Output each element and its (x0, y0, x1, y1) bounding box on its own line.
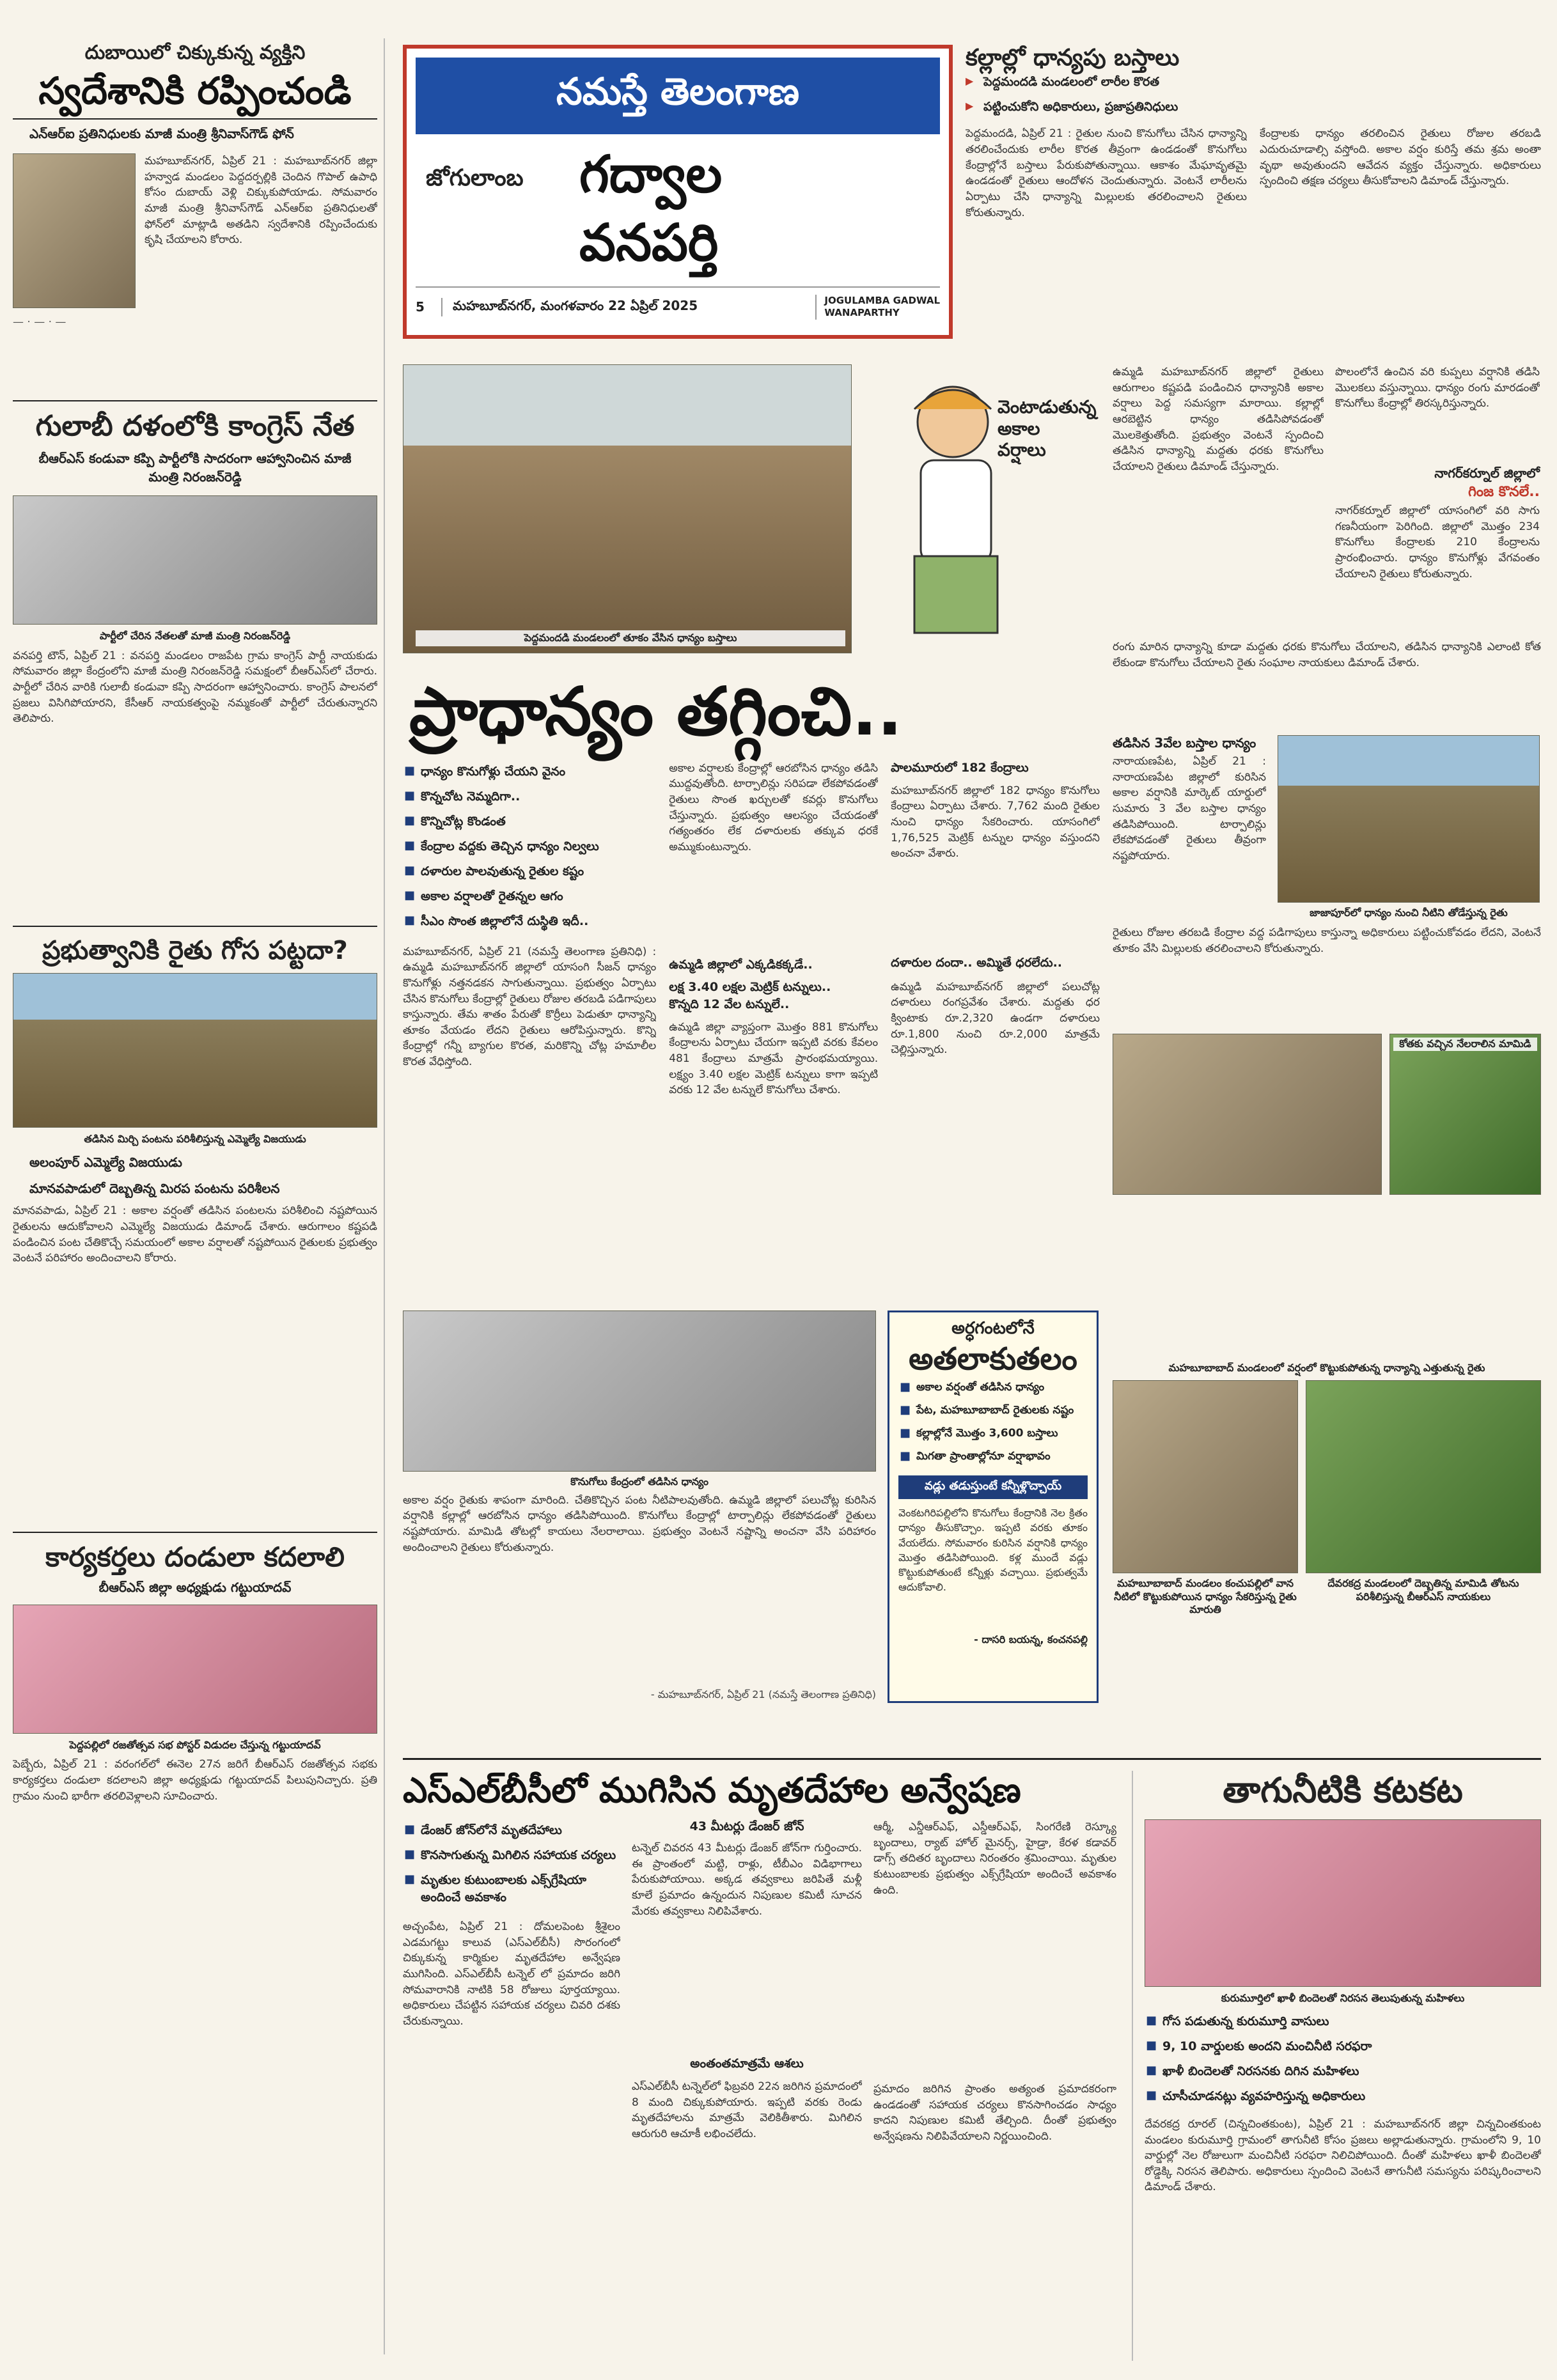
a3-subhead: మానవపాడులో దెబ్బతిన్న మిరప పంటను పరిశీలన (29, 1181, 280, 1197)
dateline: మహబూబ్‌నగర్, మంగళవారం 22 ఏప్రిల్ 2025 (441, 298, 815, 316)
ru-photo-2-caption: కోతకు వచ్చిన నేలరాలిన మామిడి (1393, 1038, 1537, 1051)
main-photo-caption: పెద్దమందడి మండలంలో తూకం వేసిన ధాన్యం బస్తాలు (416, 630, 845, 646)
a1-subhead: ఎన్‌ఆర్‌ఐ ప్రతినిధులకు మాజీ మంత్రి శ్రీనివాస్‌గౌడ్ ఫోన్ (29, 126, 294, 142)
slbc-b3: ■ మృతుల కుటుంబాలకు ఎక్స్‌గ్రేషియా అందించే అవకాశం (403, 1869, 620, 1911)
mb-5: ■ దళారుల పాలవుతున్న రైతుల కష్టం (403, 860, 656, 885)
mid-dateline: - మహబూబ్‌నగర్, ఏప్రిల్ 21 (నమస్తే తెలంగాణ ప్రతినిధి) (650, 1688, 876, 1700)
slbc-b2: ■ కొనసాగుతున్న మిగిలిన సహాయక చర్యలు (403, 1844, 620, 1869)
ms-body-3: ఉమ్మడి జిల్లా వ్యాప్తంగా మొత్తం 881 కొనుగోలు కేంద్రాలను ఏర్పాటు చేయగా ఇప్పటి వరకు కేవలం 481 కేంద్రాలు మాత్రమే ప్రారంభమయ్యాయి. లక్ష్యం 3.40 లక్షల మెట్రిక్ టన్నులు కాగా ఇప్పటి వరకు 12 వేల టన్నులే కొనుగోలు చేశారు. (669, 1020, 879, 1097)
ru-photo-4-caption: మహబూబాబాద్ మండలం కంచుపల్లిలో వాన నీటిలో కొట్టుకుపోయిన ధాన్యం సేకరిస్తున్న రైతు మారుతి (1114, 1576, 1297, 1616)
paper-name: నమస్తే తెలంగాణ (556, 69, 799, 113)
a4-caption: పెద్దపల్లిలో రజతోత్సవ సభ పోస్టర్ విడుదల చేస్తున్న గట్టుయాదవ్ (69, 1738, 321, 1751)
edition-small: జోగులాంబ (426, 164, 524, 191)
mid-box-b1: ■ అకాల వర్షంతో తడిసిన ధాన్యం (898, 1377, 1088, 1400)
ru-photo-3-caption: మహబూబాబాద్ మండలంలో వర్షంలో కొట్టుకుపోతున్న ధాన్యాన్ని ఎత్తుతున్న రైతు (1168, 1362, 1485, 1374)
slbc-article (403, 1771, 1119, 2365)
a2-caption: పార్టీలో చేరిన నేతలతో మాజీ మంత్రి నిరంజన్‌రెడ్డి (99, 629, 291, 642)
tr-sub2: ▶ పట్టించుకోని అధికారులు, ప్రజాప్రతినిధులు (966, 96, 1541, 121)
ru-body-1: ఉమ్మడి మహబూబ్‌నగర్ జిల్లాలో రైతులు ఆరుగాలం కష్టపడి పండించిన ధాన్యానికి అకాల వర్షాలు పెద్ద సమస్యగా మారాయి. కల్లాల్లో ఆరబెట్టిన ధాన్యం తడిసిపోవడంతో మొలకెత్తుతోంది. ప్రభుత్వం వెంటనే స్పందించి తడిసిన ధాన్యాన్ని మద్దతు ధరకు కొనుగోలు చేయాలని రైతులు డిమాండ్ చేస్తున్నారు. (1113, 366, 1324, 473)
ru-tag: గింజ కొనలే.. (1468, 484, 1540, 500)
mid-box-b3: ■ కల్లాల్లోనే మొత్తం 3,600 బస్తాలు (898, 1423, 1088, 1446)
ms-body-4: మహబూబ్‌నగర్ జిల్లాలో 182 ధాన్యం కొనుగోలు కేంద్రాలు ఏర్పాటు చేశారు. 7,762 మంది రైతుల నుంచి ధాన్యం సేకరించారు. యాసంగిలో 1,76,525 మెట్రిక్ టన్నుల ధాన్యం వస్తుందని అంచనా వేశారు. (891, 784, 1100, 860)
mid-box-byline: - దాసరి బయన్న, కంచనపల్లి (974, 1633, 1088, 1646)
slbc-b1: ■ డేంజర్ జోన్‌లోనే మృతదేహాలు (403, 1819, 620, 1844)
right-upper (1113, 364, 1541, 1355)
ru-photo-3 (1113, 1034, 1382, 1195)
a3-byline: అలంపూర్ ఎమ్మెల్యే విజయుడు (29, 1155, 182, 1171)
tr-sub1: ▶ పెద్దమందడి మండలంలో లారీల కొరత (966, 71, 1541, 96)
water-b1: ■ గోస పడుతున్న కురుమూర్తి వాసులు (1145, 2011, 1541, 2035)
ru-body-5: నారాయణపేట, ఏప్రిల్ 21 : నారాయణపేట జిల్లాలో కురిసిన అకాల వర్షానికి మార్కెట్ యార్డులో సుమారు 3 వేల బస్తాల ధాన్యం తడిసిపోయింది. టార్పాలిన్లు లేకపోవడంతో రైతులు తీవ్రంగా నష్టపోయారు. (1113, 755, 1266, 862)
ru-body-2: పొలంలోనే ఉంచిన వరి కుప్పలు వర్షానికి తడిసి మొలకలు వస్తున్నాయి. ధాన్యం రంగు మారడంతో కొనుగోలు కేంద్రాల్లో తిరస్కరిస్తున్నారు. (1335, 366, 1540, 410)
left-column (13, 38, 377, 2365)
edition-english (815, 295, 940, 320)
water-article (1145, 1771, 1541, 2365)
a3-headline: ప్రభుత్వానికి రైతు గోస పట్టదా? (42, 935, 348, 965)
mid-box-kicker: అర్ధగంటలోనే (951, 1319, 1035, 1338)
slbc-sub-1: 43 మీటర్లు డేంజర్ జోన్ (689, 1819, 804, 1834)
a1-body: మహబూబ్‌నగర్, ఏప్రిల్ 21 : మహబూబ్‌నగర్ జిల్లా హన్వాడ మండలం పెద్దదర్పల్లికి చెందిన గొపాల్ ఉపాధి కోసం దుబాయ్ వెళ్లి చిక్కుకుపోయాడు. సోమవారం మాజీ మంత్రి శ్రీనివాస్‌గౌడ్ ఎన్‌ఆర్‌ఐ ప్రతినిధులతో ఫోన్‌లో మాట్లాడి అతడిని స్వదేశానికి రప్పించేందుకు కృషి చేయాలని కోరారు. (145, 155, 377, 247)
mb-4: ■ కేంద్రాల వద్దకు తెచ్చిన ధాన్యం నిల్వలు (403, 836, 656, 860)
water-b4: ■ చూసీచూడనట్లు వ్యవహరిస్తున్న అధికారులు (1145, 2085, 1541, 2110)
ms-sub-c: కొన్నది 12 వేల టన్నులే.. (669, 997, 790, 1011)
mid-section (403, 1311, 1100, 1752)
a1-body-cont: — · — · — (13, 316, 67, 329)
a2-body: వనపర్తి టౌన్, ఏప్రిల్ 21 : వనపర్తి మండలం రాజపేట గ్రామ కాంగ్రెస్ పార్టీ నాయకుడు సోమవారం జిల్లా కేంద్రంలోని మాజీ మంత్రి నిరంజన్‌రెడ్డి సమక్షంలో బీఆర్‌ఎస్‌లో చేరారు. పార్టీలో చేరిన వారికి గులాబీ కండువా కప్పి సాదరంగా ఆహ్వానించారు. కాంగ్రెస్ పాలనలో ప్రజలు విసిగిపోయారని, కేసీఆర్ నాయకత్వంపై నమ్మకంతో పార్టీలో చేరుతున్నారని తెలిపారు. (13, 649, 377, 726)
a2-subhead: బీఆర్‌ఎస్ కండువా కప్పి పార్టీలోకి సాదరంగా ఆహ్వానించిన మాజీ మంత్రి నిరంజన్‌రెడ్డి (38, 450, 352, 485)
a2-headline: గులాబీ దళంలోకి కాంగ్రెస్ నేత (35, 410, 355, 443)
mb-1: ■ ధాన్యం కొనుగోళ్లు చేయని వైనం (403, 761, 656, 786)
ru-body-6: రైతులు రోజుల తరబడి కేంద్రాల వద్ద పడిగాపులు కాస్తున్నా అధికారులు పట్టించుకోవడం లేదని, వెంటనే తూకం వేసి మిల్లులకు తరలించాలని కోరుతున్నారు. (1113, 926, 1541, 955)
mb-6: ■ అకాల వర్షాలతో రైతన్నల ఆగం (403, 885, 656, 910)
mid-box-b4: ■ మిగతా ప్రాంతాల్లోనూ వర్షాభావం (898, 1446, 1088, 1469)
edition-en-2: WANAPARTHY (824, 307, 900, 318)
masthead-footer (416, 286, 940, 326)
slbc-body-3: ఎస్‌ఎల్‌బీసీ టన్నెల్‌లో ఫిబ్రవరి 22న జరిగిన ప్రమాదంలో 8 మంది చిక్కుకుపోయారు. ఇప్పటి వరకు రెండు మృతదేహాలను మాత్రమే వెలికితీశారు. మిగిలిన ఆరుగురి ఆచూకీ లభించలేదు. (632, 2080, 862, 2141)
slbc-body-2: టన్నెల్ చివరన 43 మీటర్లు డేంజర్ జోన్‌గా గుర్తించారు. ఈ ప్రాంతంలో మట్టి, రాళ్లు, టీబీఎం విడిభాగాలు పేరుకుపోయాయి. అక్కడ తవ్వకాలు జరిపితే మళ్లీ కూలే ప్రమాదం ఉన్నందున నిపుణుల కమిటీ సూచన మేరకు తవ్వకాలు నిలిపివేశారు. (632, 1842, 862, 1918)
tr-kicker: కల్లాల్లో ధాన్యపు బస్తాలు (966, 45, 1180, 71)
water-headline: తాగునీటికి కటకట (1223, 1770, 1463, 1810)
mid-main-photo (403, 1311, 876, 1472)
a1-headline: స్వదేశానికి రప్పించండి (38, 68, 352, 113)
edition-1: గద్వాల (579, 144, 723, 204)
ms-sub-e: దళారుల దందా.. అమ్మితే ధరలేదు.. (891, 955, 1063, 970)
masthead (403, 45, 953, 339)
main-story (403, 364, 1100, 1298)
ms-body-1: మహబూబ్‌నగర్, ఏప్రిల్ 21 (నమస్తే తెలంగాణ ప్రతినిధి) : ఉమ్మడి మహబూబ్‌నగర్ జిల్లాలో యాసంగి సీజన్ ధాన్యం కొనుగోళ్లు నత్తనడకన సాగుతున్నాయి. ప్రభుత్వం ఏర్పాటు చేసిన కొనుగోలు కేంద్రాల్లో రైతులు రోజుల తరబడి పడిగాపులు కాస్తున్నారు. తేమ శాతం పేరుతో కొర్రీలు పెడుతూ ధాన్యాన్ని తూకం వేయడం లేదని రైతులు ఆరోపిస్తున్నారు. కొన్ని కేంద్రాల్లో గన్నీ బ్యాగుల కొరత, మరికొన్ని చోట్ల హమాలీల కొరత వేధిస్తోంది. (403, 945, 657, 1069)
ru-kicker: నాగర్‌కర్నూల్ జిల్లాలో (1434, 465, 1540, 481)
a3-body: మానవపాడు, ఏప్రిల్ 21 : అకాల వర్షంతో తడిసిన పంటలను పరిశీలించి నష్టపోయిన రైతులను ఆదుకోవాలని ఎమ్మెల్యే విజయుడు డిమాండ్ చేశారు. ఆరుగాలం కష్టపడి పండించిన పంట చేతికొచ్చే సమయంలో అకాల వర్షాలతో నష్టపోయిన రైతులకు ప్రభుత్వం వెంటనే పరిహారం అందించాలని కోరారు. (13, 1204, 377, 1265)
mid-box-tagline: వడ్లు తడుస్తుంటే కన్నీళ్లొచ్చాయ్ (898, 1475, 1088, 1499)
mid-main-photo-caption: కొనుగోలు కేంద్రంలో తడిసిన ధాన్యం (570, 1475, 708, 1488)
a3-caption: తడిసిన మిర్చి పంటను పరిశీలిస్తున్న ఎమ్మెల్యే విజయుడు (84, 1132, 306, 1145)
ru-photo-5-caption: దేవరకద్ర మండలంలో దెబ్బతిన్న మామిడి తోటను పరిశీలిస్తున్న బీఆర్‌ఎస్ నాయకులు (1327, 1576, 1519, 1603)
water-photo (1145, 1819, 1541, 1987)
ru-photo-4 (1113, 1380, 1298, 1573)
ms-sub-d: పాలమూరులో 182 కేంద్రాలు (891, 760, 1029, 775)
edition-en-1: JOGULAMBA GADWAL (824, 294, 940, 306)
ru-photo-1-caption: జాజాపూర్‌లో ధాన్యం నుంచి నీటిని తోడేస్తున్న రైతు (1310, 906, 1508, 919)
a4-headline: కార్యకర్తలు దండులా కదలాలి (45, 1541, 345, 1573)
mid-box-headline: అతలాకుతలం (909, 1341, 1077, 1377)
mb-2: ■ కొన్నచోట నెమ్మదిగా.. (403, 786, 656, 811)
cartoon-farmer (876, 371, 1097, 652)
main-photo (403, 364, 852, 653)
mid-box (888, 1311, 1099, 1703)
a4-photo (13, 1605, 377, 1734)
mid-body-bottom: అకాల వర్షం రైతుకు శాపంగా మారింది. చేతికొచ్చిన పంట నీటిపాలవుతోంది. ఉమ్మడి జిల్లాలో పలుచోట్ల కురిసిన వర్షానికి కల్లాల్లో ఆరబోసిన ధాన్యం తడిసిపోయింది. కొనుగోలు కేంద్రాల్లో టార్పాలిన్లు లేకపోవడంతో రైతులు నష్టపోయారు. మామిడి తోటల్లో కాయలు నేలరాలాయి. ప్రభుత్వం వెంటనే నష్టాన్ని అంచనా వేసి పరిహారం అందించాలని రైతులు కోరుతున్నారు. (403, 1493, 876, 1554)
top-right-article (966, 38, 1541, 358)
ms-body-2: అకాల వర్షాలకు కేంద్రాల్లో ఆరబోసిన ధాన్యం తడిసి ముద్దవుతోంది. టార్పాలిన్లు సరిపడా లేకపోవడంతో రైతులు సొంత ఖర్చులతో కవర్లు కొనుగోలు చేస్తున్నారు. ప్రభుత్వం ఆలస్యం చేయడంతో గత్యంతరం లేక దళారులకు తక్కువ ధరకే అమ్ముకుంటున్నారు. (669, 761, 879, 853)
ms-sub-a: ఉమ్మడి జిల్లాలో ఎక్కడికక్కడే.. (669, 957, 813, 972)
a3-photo (13, 973, 377, 1128)
masthead-banner (416, 58, 940, 134)
tr-body-2: కేంద్రాలకు ధాన్యం తరలించిన రైతులు రోజుల తరబడి ఎదురుచూడాల్సి వస్తోంది. అకాల వర్షం కురిస్తే తమ శ్రమ అంతా వృథా అవుతుందని ఆవేదన వ్యక్తం చేస్తున్నారు. అధికారులు స్పందించి తక్షణ చర్యలు తీసుకోవాలని డిమాండ్ చేస్తున్నారు. (1260, 127, 1541, 188)
a1-photo (13, 153, 136, 308)
slbc-body-5: ప్రమాదం జరిగిన ప్రాంతం అత్యంత ప్రమాదకరంగా ఉండడంతో సహాయక చర్యలు కొనసాగించడం సాధ్యం కాదని నిపుణుల కమిటీ తేల్చింది. దీంతో ప్రభుత్వం అన్వేషణను నిలిపివేయాలని నిర్ణయించింది. (873, 2083, 1116, 2143)
ru-photo-1 (1278, 735, 1540, 903)
cartoon-caption: వెంటాడుతున్న అకాల వర్షాలు (998, 396, 1097, 461)
page-number: 5 (416, 299, 425, 315)
slbc-headline: ఎస్‌ఎల్‌బీసీలో ముగిసిన మృతదేహాల అన్వేషణ (403, 1770, 1021, 1810)
main-headline: ప్రాధాన్యం తగ్గించి.. (409, 673, 903, 751)
mb-7: ■ సీఎం సొంత జిల్లాలోనే దుస్థితి ఇదీ.. (403, 910, 656, 935)
ru-photo-2 (1389, 1034, 1541, 1195)
ru-body-4: రంగు మారిన ధాన్యాన్ని కూడా మద్దతు ధరకు కొనుగోలు చేయాలని, తడిసిన ధాన్యానికి ఎలాంటి కోత లేకుండా కొనుగోలు చేయాలని రైతు సంఘాల నాయకులు డిమాండ్ చేశారు. (1113, 641, 1541, 669)
a4-subhead: బీఆర్‌ఎస్ జిల్లా అధ్యక్షుడు గట్టుయాదవ్ (98, 1579, 292, 1595)
ru-photo-5 (1306, 1380, 1541, 1573)
a4-body: పెబ్బేరు, ఏప్రిల్ 21 : వరంగల్‌లో ఈనెల 27న జరిగే బీఆర్‌ఎస్ రజతోత్సవ సభకు కార్యకర్తలు దండులా కదలాలని జిల్లా అధ్యక్షుడు గట్టుయాదవ్ పిలుపునిచ్చారు. ప్రతి గ్రామం నుంచి భారీగా తరలివెళ్లాలని సూచించారు. (13, 1758, 377, 1803)
edition-2: వనపర్తి (579, 213, 719, 272)
water-photo-caption: కురుమూర్తిలో ఖాళీ బిందెలతో నిరసన తెలుపుతున్న మహిళలు (1221, 1992, 1465, 2005)
slbc-sub-2: అంతంతమాత్రమే ఆశలు (690, 2057, 804, 2071)
ru-body-3: నాగర్‌కర్నూల్ జిల్లాలో యాసంగిలో వరి సాగు గణనీయంగా పెరిగింది. జిల్లాలో మొత్తం 234 కొనుగోలు కేంద్రాలకు 210 కేంద్రాలను ప్రారంభించారు. ధాన్యం కొనుగోళ్లు వేగవంతం చేయాలని రైతులు కోరుతున్నారు. (1335, 504, 1540, 580)
mid-box-b2: ■ పేట, మహబూబాబాద్ రైతులకు నష్టం (898, 1400, 1088, 1423)
mid-box-body: వెంకటగిరిపల్లిలోని కొనుగోలు కేంద్రానికి నెల క్రితం ధాన్యం తీసుకొచ్చాం. ఇప్పటి వరకు తూకం వేయలేదు. సోమవారం కురిసిన వర్షానికి ధాన్యం మొత్తం తడిసిపోయింది. కళ్ల ముందే వడ్లు కొట్టుకుపోతుంటే కన్నీళ్లు వచ్చాయి. ప్రభుత్వమే ఆదుకోవాలి. (898, 1507, 1088, 1594)
ms-sub-b: లక్ష 3.40 లక్షల మెట్రిక్ టన్నులు.. (669, 979, 831, 994)
water-b2: ■ 9, 10 వార్డులకు అందని మంచినీటి సరఫరా (1145, 2035, 1541, 2060)
ru-sub-photo-kicker: తడిసిన 3వేల బస్తాల ధాన్యం (1113, 735, 1256, 751)
water-body: దేవరకద్ర రూరల్ (చిన్నచింతకుంట), ఏప్రిల్ 21 : మహబూబ్‌నగర్ జిల్లా చిన్నచింతకుంట మండలం కురుమూర్తి గ్రామంలో తాగునీటి కోసం ప్రజలు అల్లాడుతున్నారు. గ్రామంలోని 9, 10 వార్డుల్లో నెల రోజులుగా మంచినీటి సరఫరా నిలిచిపోయింది. దీంతో మహిళలు ఖాళీ బిందెలతో రోడ్డెక్కి నిరసన తెలిపారు. అధికారులు స్పందించి వెంటనే తాగునీటి సమస్యను పరిష్కరించాలని డిమాండ్ చేశారు. (1145, 2117, 1541, 2194)
a1-kicker: దుబాయిలో చిక్కుకున్న వ్యక్తిని (84, 42, 306, 64)
ms-body-5: ఉమ్మడి మహబూబ్‌నగర్ జిల్లాలో పలుచోట్ల దళారులు రంగప్రవేశం చేశారు. మద్దతు ధర క్వింటాకు రూ.2,320 ఉండగా దళారులు రూ.1,800 నుంచి రూ.2,000 మాత్రమే చెల్లిస్తున్నారు. (891, 980, 1100, 1057)
water-b3: ■ ఖాళీ బిందెలతో నిరసనకు దిగిన మహిళలు (1145, 2060, 1541, 2085)
right-lower-photos (1113, 1362, 1541, 1758)
slbc-body-4: ఆర్మీ, ఎన్డీఆర్‌ఎఫ్, ఎస్డీఆర్‌ఎఫ్, సింగరేణి రెస్క్యూ బృందాలు, ర్యాట్ హోల్ మైనర్స్, హైడ్రా, కేరళ కడావర్ డాగ్స్ తదితర బృందాలు నిరంతరం శ్రమించాయి. మృతుల కుటుంబాలకు ప్రభుత్వం ఎక్స్‌గ్రేషియా అందించే అవకాశం ఉంది. (873, 1821, 1116, 1897)
slbc-body-1: అచ్చంపేట, ఏప్రిల్ 21 : దోమలపెంట శ్రీశైలం ఎడమగట్టు కాలువ (ఎస్‌ఎల్‌బీసీ) సొరంగంలో చిక్కుకున్న కార్మికుల మృతదేహాల అన్వేషణ ముగిసింది. ఎస్‌ఎల్‌బీసీ టన్నెల్ లో ప్రమాదం జరిగి సోమవారానికి నాటికి 58 రోజులు పూర్తయ్యాయి. అధికారులు చేపట్టిన సహాయక చర్యలు చివరి దశకు చేరుకున్నాయి. (403, 1920, 620, 2028)
mb-3: ■ కొన్నిచోట్ల కొండంత (403, 811, 656, 836)
a2-photo (13, 495, 377, 625)
tr-body: పెద్దమందడి, ఏప్రిల్ 21 : రైతుల నుంచి కొనుగోలు చేసిన ధాన్యాన్ని తరలించేందుకు లారీల కొరత తీవ్రంగా ఉండడంతో కొనుగోలు కేంద్రాల్లోనే బస్తాలు పేరుకుపోతున్నాయి. ఆకాశం మేఘావృతమై ఉండడంతో రైతులు ఆందోళన చెందుతున్నారు. వెంటనే లారీలను ఏర్పాటు చేసి ధాన్యాన్ని మిల్లులకు తరలించాలని రైతులు కోరుతున్నారు. (966, 127, 1247, 219)
